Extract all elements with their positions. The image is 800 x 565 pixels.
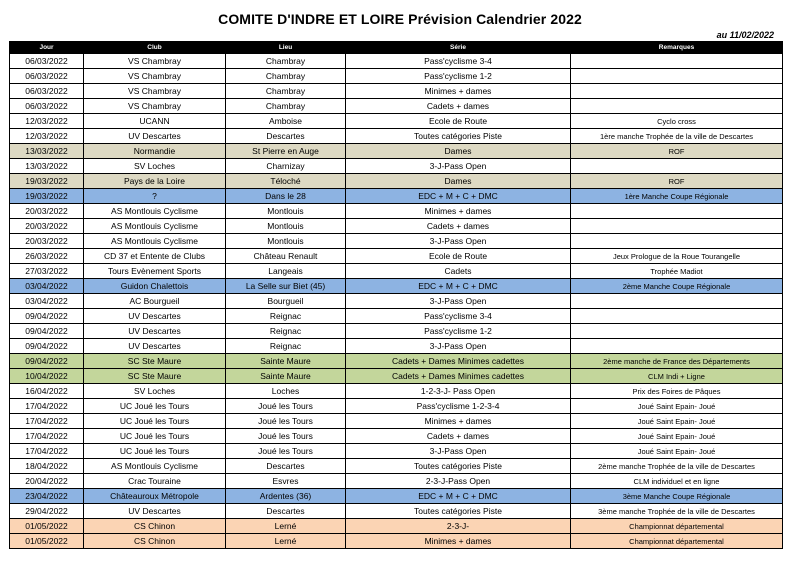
cell-club: AS Montlouis Cyclisme	[84, 234, 226, 249]
cell-serie: Ecole de Route	[346, 249, 571, 264]
table-row	[10, 144, 783, 159]
table-row	[10, 369, 783, 384]
table-row	[10, 324, 783, 339]
table-row	[10, 54, 783, 69]
cell-date: 12/03/2022	[10, 114, 84, 129]
cell-serie: 3-J-Pass Open	[346, 294, 571, 309]
cell-date: 13/03/2022	[10, 144, 84, 159]
cell-remarques: CLM individuel et en ligne	[571, 474, 783, 489]
cell-remarques: 2ème manche de France des Départements	[571, 354, 783, 369]
calendar-body	[10, 54, 783, 549]
cell-serie: EDC + M + C + DMC	[346, 279, 571, 294]
cell-date: 20/03/2022	[10, 204, 84, 219]
column-header-club: Club	[84, 42, 226, 54]
cell-club: Guidon Chalettois	[84, 279, 226, 294]
cell-date: 09/04/2022	[10, 339, 84, 354]
cell-serie: Minimes + dames	[346, 84, 571, 99]
cell-serie: 3-J-Pass Open	[346, 234, 571, 249]
cell-date: 19/03/2022	[10, 174, 84, 189]
cell-club: CD 37 et Entente de Clubs	[84, 249, 226, 264]
cell-remarques	[571, 234, 783, 249]
cell-club: VS Chambray	[84, 84, 226, 99]
cell-serie: 1-2-3-J- Pass Open	[346, 384, 571, 399]
cell-date: 20/03/2022	[10, 219, 84, 234]
cell-club: SV Loches	[84, 159, 226, 174]
cell-date: 19/03/2022	[10, 189, 84, 204]
table-row	[10, 294, 783, 309]
document-date: au 11/02/2022	[716, 30, 774, 40]
cell-lieu: Lerné	[226, 534, 346, 549]
header-row	[10, 42, 783, 54]
cell-club: VS Chambray	[84, 69, 226, 84]
cell-date: 09/04/2022	[10, 324, 84, 339]
cell-lieu: Bourgueil	[226, 294, 346, 309]
cell-club: AS Montlouis Cyclisme	[84, 219, 226, 234]
table-row	[10, 114, 783, 129]
cell-date: 17/04/2022	[10, 399, 84, 414]
cell-club: UC Joué les Tours	[84, 414, 226, 429]
cell-serie: EDC + M + C + DMC	[346, 189, 571, 204]
table-row	[10, 519, 783, 534]
cell-serie: Cadets	[346, 264, 571, 279]
cell-lieu: Montlouis	[226, 204, 346, 219]
cell-remarques: Joué Saint Epain- Joué	[571, 399, 783, 414]
cell-lieu: Loches	[226, 384, 346, 399]
cell-date: 17/04/2022	[10, 429, 84, 444]
cell-serie: Cadets + dames	[346, 99, 571, 114]
cell-lieu: Chambray	[226, 99, 346, 114]
cell-serie: Dames	[346, 174, 571, 189]
cell-lieu: Chambray	[226, 69, 346, 84]
cell-serie: Minimes + dames	[346, 204, 571, 219]
cell-date: 01/05/2022	[10, 534, 84, 549]
cell-lieu: Reignac	[226, 324, 346, 339]
table-row	[10, 414, 783, 429]
cell-serie: Pass'cyclisme 1-2	[346, 324, 571, 339]
cell-remarques: 3ème manche Trophée de la ville de Descartes	[571, 504, 783, 519]
cell-club: UC Joué les Tours	[84, 444, 226, 459]
page-title: COMITE D'INDRE ET LOIRE Prévision Calendrier 2022	[218, 11, 582, 27]
cell-remarques	[571, 99, 783, 114]
cell-club: UV Descartes	[84, 129, 226, 144]
cell-lieu: Château Renault	[226, 249, 346, 264]
cell-lieu: Chambray	[226, 84, 346, 99]
cell-remarques: Joué Saint Epain- Joué	[571, 414, 783, 429]
table-row	[10, 459, 783, 474]
cell-lieu: Descartes	[226, 504, 346, 519]
cell-date: 23/04/2022	[10, 489, 84, 504]
table-row	[10, 279, 783, 294]
cell-lieu: Lerné	[226, 519, 346, 534]
cell-date: 17/04/2022	[10, 414, 84, 429]
table-row	[10, 69, 783, 84]
cell-serie: Toutes catégories Piste	[346, 459, 571, 474]
cell-lieu: St Pierre en Auge	[226, 144, 346, 159]
cell-remarques: 2ème manche Trophée de la ville de Descartes	[571, 459, 783, 474]
table-row	[10, 219, 783, 234]
cell-date: 16/04/2022	[10, 384, 84, 399]
cell-date: 26/03/2022	[10, 249, 84, 264]
cell-remarques: CLM Indi + Ligne	[571, 369, 783, 384]
cell-date: 20/04/2022	[10, 474, 84, 489]
table-row	[10, 84, 783, 99]
cell-date: 06/03/2022	[10, 99, 84, 114]
cell-club: Tours Evènement Sports	[84, 264, 226, 279]
table-row	[10, 204, 783, 219]
column-header-lieu: Lieu	[226, 42, 346, 54]
cell-remarques: Cyclo cross	[571, 114, 783, 129]
table-row	[10, 399, 783, 414]
cell-lieu: Joué les Tours	[226, 399, 346, 414]
column-header-remarques: Remarques	[571, 42, 783, 54]
cell-club: VS Chambray	[84, 99, 226, 114]
cell-lieu: Ardentes (36)	[226, 489, 346, 504]
cell-club: Normandie	[84, 144, 226, 159]
cell-lieu: Descartes	[226, 129, 346, 144]
table-row	[10, 429, 783, 444]
cell-remarques: Trophée Madiot	[571, 264, 783, 279]
cell-remarques: ROF	[571, 174, 783, 189]
cell-serie: Ecole de Route	[346, 114, 571, 129]
cell-date: 01/05/2022	[10, 519, 84, 534]
cell-remarques: Championnat départemental	[571, 519, 783, 534]
cell-lieu: Descartes	[226, 459, 346, 474]
cell-serie: Pass'cyclisme 3-4	[346, 309, 571, 324]
cell-club: Châteauroux Métropole	[84, 489, 226, 504]
cell-lieu: Reignac	[226, 339, 346, 354]
table-row	[10, 249, 783, 264]
table-row	[10, 309, 783, 324]
table-row	[10, 129, 783, 144]
table-row	[10, 159, 783, 174]
cell-club: CS Chinon	[84, 534, 226, 549]
cell-serie: Minimes + dames	[346, 414, 571, 429]
cell-serie: Cadets + dames	[346, 429, 571, 444]
cell-remarques: 3ème Manche Coupe Régionale	[571, 489, 783, 504]
cell-serie: Toutes catégories Piste	[346, 129, 571, 144]
table-row	[10, 474, 783, 489]
table-row	[10, 354, 783, 369]
cell-club: VS Chambray	[84, 54, 226, 69]
cell-date: 29/04/2022	[10, 504, 84, 519]
cell-date: 06/03/2022	[10, 69, 84, 84]
cell-date: 12/03/2022	[10, 129, 84, 144]
cell-serie: 2-3-J-	[346, 519, 571, 534]
cell-date: 27/03/2022	[10, 264, 84, 279]
cell-serie: 3-J-Pass Open	[346, 159, 571, 174]
cell-remarques: 1ère manche Trophée de la ville de Descartes	[571, 129, 783, 144]
cell-remarques	[571, 324, 783, 339]
cell-date: 10/04/2022	[10, 369, 84, 384]
cell-serie: Toutes catégories Piste	[346, 504, 571, 519]
cell-remarques	[571, 69, 783, 84]
cell-club: UV Descartes	[84, 309, 226, 324]
cell-club: Crac Touraine	[84, 474, 226, 489]
cell-lieu: Chambray	[226, 54, 346, 69]
cell-club: UV Descartes	[84, 324, 226, 339]
column-header-jour: Jour	[10, 42, 84, 54]
cell-remarques	[571, 204, 783, 219]
cell-serie: Minimes + dames	[346, 534, 571, 549]
cell-remarques: Prix des Foires de Pâques	[571, 384, 783, 399]
cell-date: 03/04/2022	[10, 279, 84, 294]
cell-date: 09/04/2022	[10, 354, 84, 369]
cell-lieu: Téloché	[226, 174, 346, 189]
cell-club: SC Ste Maure	[84, 354, 226, 369]
cell-remarques: ROF	[571, 144, 783, 159]
cell-serie: 2-3-J-Pass Open	[346, 474, 571, 489]
cell-serie: EDC + M + C + DMC	[346, 489, 571, 504]
cell-lieu: Sainte Maure	[226, 354, 346, 369]
cell-date: 09/04/2022	[10, 309, 84, 324]
cell-remarques	[571, 54, 783, 69]
table-row	[10, 444, 783, 459]
cell-club: SV Loches	[84, 384, 226, 399]
table-row	[10, 264, 783, 279]
cell-lieu: Langeais	[226, 264, 346, 279]
cell-serie: Pass'cyclisme 3-4	[346, 54, 571, 69]
cell-club: UC Joué les Tours	[84, 399, 226, 414]
cell-club: CS Chinon	[84, 519, 226, 534]
cell-remarques: Joué Saint Epain- Joué	[571, 444, 783, 459]
cell-lieu: Charnizay	[226, 159, 346, 174]
cell-lieu: Esvres	[226, 474, 346, 489]
cell-club: UV Descartes	[84, 339, 226, 354]
cell-remarques: Jeux Prologue de la Roue Tourangelle	[571, 249, 783, 264]
cell-remarques	[571, 159, 783, 174]
cell-serie: Dames	[346, 144, 571, 159]
cell-remarques	[571, 339, 783, 354]
cell-lieu: Montlouis	[226, 234, 346, 249]
cell-date: 13/03/2022	[10, 159, 84, 174]
cell-serie: Cadets + Dames Minimes cadettes	[346, 369, 571, 384]
cell-lieu: Sainte Maure	[226, 369, 346, 384]
cell-date: 17/04/2022	[10, 444, 84, 459]
cell-date: 06/03/2022	[10, 54, 84, 69]
cell-club: SC Ste Maure	[84, 369, 226, 384]
cell-serie: Pass'cyclisme 1-2-3-4	[346, 399, 571, 414]
cell-lieu: Amboise	[226, 114, 346, 129]
table-row	[10, 534, 783, 549]
cell-lieu: Reignac	[226, 309, 346, 324]
table-row	[10, 504, 783, 519]
table-row	[10, 174, 783, 189]
calendar-table	[9, 41, 783, 549]
cell-club: UCANN	[84, 114, 226, 129]
cell-lieu: Joué les Tours	[226, 444, 346, 459]
cell-club: UC Joué les Tours	[84, 429, 226, 444]
table-row	[10, 384, 783, 399]
cell-lieu: Joué les Tours	[226, 414, 346, 429]
cell-club: AS Montlouis Cyclisme	[84, 459, 226, 474]
cell-date: 03/04/2022	[10, 294, 84, 309]
cell-serie: 3-J-Pass Open	[346, 339, 571, 354]
cell-remarques	[571, 309, 783, 324]
cell-remarques: Joué Saint Epain- Joué	[571, 429, 783, 444]
cell-club: Pays de la Loire	[84, 174, 226, 189]
cell-club: AS Montlouis Cyclisme	[84, 204, 226, 219]
cell-remarques: Championnat départemental	[571, 534, 783, 549]
cell-club: UV Descartes	[84, 504, 226, 519]
cell-remarques: 2ème Manche Coupe Régionale	[571, 279, 783, 294]
cell-serie: Cadets + dames	[346, 219, 571, 234]
cell-lieu: Dans le 28	[226, 189, 346, 204]
cell-remarques	[571, 84, 783, 99]
cell-date: 20/03/2022	[10, 234, 84, 249]
table-row	[10, 99, 783, 114]
cell-date: 18/04/2022	[10, 459, 84, 474]
cell-club: ?	[84, 189, 226, 204]
cell-club: AC Bourgueil	[84, 294, 226, 309]
table-row	[10, 234, 783, 249]
cell-date: 06/03/2022	[10, 84, 84, 99]
cell-remarques	[571, 294, 783, 309]
cell-lieu: Montlouis	[226, 219, 346, 234]
table-row	[10, 489, 783, 504]
cell-lieu: Joué les Tours	[226, 429, 346, 444]
cell-remarques: 1ère Manche Coupe Régionale	[571, 189, 783, 204]
cell-lieu: La Selle sur Biet (45)	[226, 279, 346, 294]
cell-serie: 3-J-Pass Open	[346, 444, 571, 459]
table-row	[10, 339, 783, 354]
cell-serie: Pass'cyclisme 1-2	[346, 69, 571, 84]
table-row	[10, 189, 783, 204]
column-header-serie: Série	[346, 42, 571, 54]
cell-serie: Cadets + Dames Minimes cadettes	[346, 354, 571, 369]
cell-remarques	[571, 219, 783, 234]
